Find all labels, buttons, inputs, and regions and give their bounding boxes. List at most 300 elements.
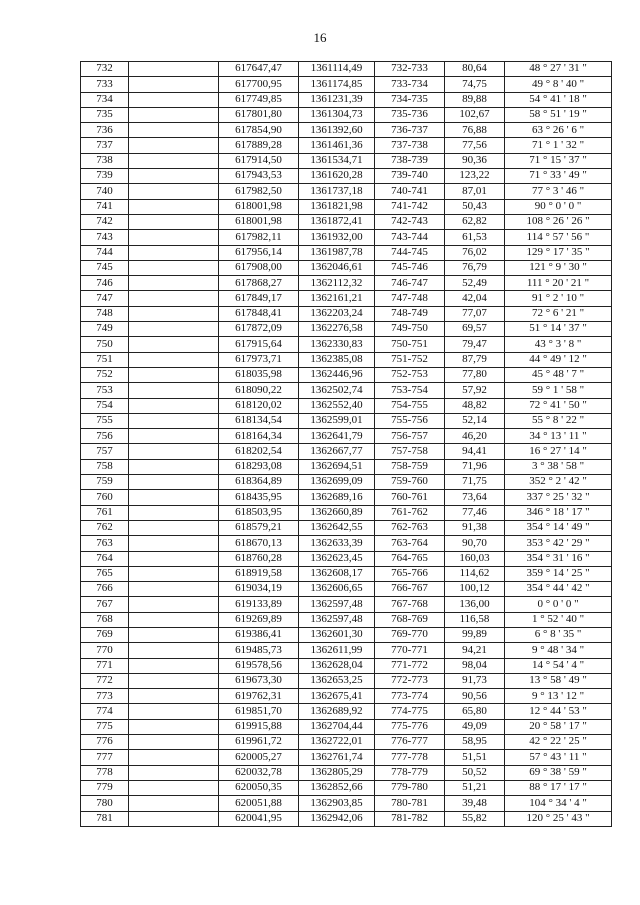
segment-cell: 763-764: [375, 536, 445, 551]
y-coordinate-cell: 1361821,98: [299, 199, 375, 214]
bearing-cell: 120 ° 25 ' 43 ": [505, 811, 612, 826]
table-row: [81, 582, 612, 597]
point-number-cell: 769: [81, 627, 129, 642]
blank-cell: [129, 612, 219, 627]
bearing-cell: 108 ° 26 ' 26 ": [505, 214, 612, 229]
table-row: [81, 429, 612, 444]
table-row: [81, 77, 612, 92]
point-number-cell: 735: [81, 107, 129, 122]
length-cell: 62,82: [445, 214, 505, 229]
segment-cell: 744-745: [375, 245, 445, 260]
point-number-cell: 773: [81, 689, 129, 704]
table-row: [81, 750, 612, 765]
y-coordinate-cell: 1362805,29: [299, 765, 375, 780]
point-number-cell: 733: [81, 77, 129, 92]
blank-cell: [129, 459, 219, 474]
x-coordinate-cell: 618001,98: [219, 214, 299, 229]
length-cell: 87,79: [445, 352, 505, 367]
blank-cell: [129, 352, 219, 367]
x-coordinate-cell: 620050,35: [219, 780, 299, 795]
y-coordinate-cell: 1362046,61: [299, 260, 375, 275]
bearing-cell: 57 ° 43 ' 11 ": [505, 750, 612, 765]
y-coordinate-cell: 1362608,17: [299, 566, 375, 581]
x-coordinate-cell: 617915,64: [219, 337, 299, 352]
length-cell: 39,48: [445, 796, 505, 811]
segment-cell: 747-748: [375, 291, 445, 306]
point-number-cell: 736: [81, 123, 129, 138]
table-row: [81, 719, 612, 734]
x-coordinate-cell: 618293,08: [219, 459, 299, 474]
length-cell: 90,56: [445, 689, 505, 704]
x-coordinate-cell: 618503,95: [219, 505, 299, 520]
length-cell: 94,41: [445, 444, 505, 459]
x-coordinate-cell: 619961,72: [219, 735, 299, 750]
coordinates-table-body: [81, 62, 612, 827]
x-coordinate-cell: 617848,41: [219, 306, 299, 321]
segment-cell: 762-763: [375, 520, 445, 535]
length-cell: 61,53: [445, 230, 505, 245]
point-number-cell: 751: [81, 352, 129, 367]
x-coordinate-cell: 617914,50: [219, 153, 299, 168]
blank-cell: [129, 322, 219, 337]
x-coordinate-cell: 620051,88: [219, 796, 299, 811]
y-coordinate-cell: 1362112,32: [299, 276, 375, 291]
point-number-cell: 758: [81, 459, 129, 474]
y-coordinate-cell: 1361932,00: [299, 230, 375, 245]
blank-cell: [129, 429, 219, 444]
point-number-cell: 739: [81, 169, 129, 184]
table-row: [81, 214, 612, 229]
y-coordinate-cell: 1362660,89: [299, 505, 375, 520]
blank-cell: [129, 367, 219, 382]
x-coordinate-cell: 618760,28: [219, 551, 299, 566]
table-row: [81, 704, 612, 719]
length-cell: 79,47: [445, 337, 505, 352]
blank-cell: [129, 260, 219, 275]
length-cell: 80,64: [445, 62, 505, 77]
x-coordinate-cell: 619762,31: [219, 689, 299, 704]
table-row: [81, 92, 612, 107]
x-coordinate-cell: 619673,30: [219, 673, 299, 688]
x-coordinate-cell: 617849,17: [219, 291, 299, 306]
x-coordinate-cell: 618090,22: [219, 383, 299, 398]
length-cell: 77,46: [445, 505, 505, 520]
blank-cell: [129, 735, 219, 750]
x-coordinate-cell: 617956,14: [219, 245, 299, 260]
blank-cell: [129, 658, 219, 673]
point-number-cell: 762: [81, 520, 129, 535]
bearing-cell: 12 ° 44 ' 53 ": [505, 704, 612, 719]
blank-cell: [129, 673, 219, 688]
table-row: [81, 612, 612, 627]
y-coordinate-cell: 1361114,49: [299, 62, 375, 77]
point-number-cell: 766: [81, 582, 129, 597]
blank-cell: [129, 153, 219, 168]
blank-cell: [129, 169, 219, 184]
point-number-cell: 780: [81, 796, 129, 811]
segment-cell: 743-744: [375, 230, 445, 245]
segment-cell: 738-739: [375, 153, 445, 168]
bearing-cell: 1 ° 52 ' 40 ": [505, 612, 612, 627]
segment-cell: 750-751: [375, 337, 445, 352]
blank-cell: [129, 92, 219, 107]
segment-cell: 755-756: [375, 413, 445, 428]
table-row: [81, 245, 612, 260]
point-number-cell: 749: [81, 322, 129, 337]
bearing-cell: 69 ° 38 ' 59 ": [505, 765, 612, 780]
blank-cell: [129, 413, 219, 428]
length-cell: 46,20: [445, 429, 505, 444]
segment-cell: 754-755: [375, 398, 445, 413]
point-number-cell: 772: [81, 673, 129, 688]
segment-cell: 736-737: [375, 123, 445, 138]
x-coordinate-cell: 618120,02: [219, 398, 299, 413]
point-number-cell: 742: [81, 214, 129, 229]
table-row: [81, 199, 612, 214]
y-coordinate-cell: 1362699,09: [299, 475, 375, 490]
y-coordinate-cell: 1362203,24: [299, 306, 375, 321]
table-row: [81, 627, 612, 642]
point-number-cell: 756: [81, 429, 129, 444]
length-cell: 71,75: [445, 475, 505, 490]
point-number-cell: 757: [81, 444, 129, 459]
x-coordinate-cell: 617982,11: [219, 230, 299, 245]
point-number-cell: 741: [81, 199, 129, 214]
segment-cell: 757-758: [375, 444, 445, 459]
y-coordinate-cell: 1362675,41: [299, 689, 375, 704]
bearing-cell: 13 ° 58 ' 49 ": [505, 673, 612, 688]
bearing-cell: 346 ° 18 ' 17 ": [505, 505, 612, 520]
blank-cell: [129, 566, 219, 581]
blank-cell: [129, 138, 219, 153]
segment-cell: 746-747: [375, 276, 445, 291]
length-cell: 90,36: [445, 153, 505, 168]
segment-cell: 737-738: [375, 138, 445, 153]
table-row: [81, 566, 612, 581]
y-coordinate-cell: 1362502,74: [299, 383, 375, 398]
x-coordinate-cell: 617749,85: [219, 92, 299, 107]
table-row: [81, 153, 612, 168]
length-cell: 50,43: [445, 199, 505, 214]
point-number-cell: 755: [81, 413, 129, 428]
x-coordinate-cell: 619485,73: [219, 643, 299, 658]
table-row: [81, 811, 612, 826]
table-row: [81, 169, 612, 184]
x-coordinate-cell: 617973,71: [219, 352, 299, 367]
point-number-cell: 737: [81, 138, 129, 153]
y-coordinate-cell: 1362653,25: [299, 673, 375, 688]
bearing-cell: 9 ° 13 ' 12 ": [505, 689, 612, 704]
y-coordinate-cell: 1362552,40: [299, 398, 375, 413]
bearing-cell: 58 ° 51 ' 19 ": [505, 107, 612, 122]
table-row: [81, 123, 612, 138]
segment-cell: 761-762: [375, 505, 445, 520]
table-row: [81, 337, 612, 352]
bearing-cell: 71 ° 33 ' 49 ": [505, 169, 612, 184]
blank-cell: [129, 107, 219, 122]
point-number-cell: 768: [81, 612, 129, 627]
x-coordinate-cell: 618164,34: [219, 429, 299, 444]
y-coordinate-cell: 1361987,78: [299, 245, 375, 260]
bearing-cell: 77 ° 3 ' 46 ": [505, 184, 612, 199]
x-coordinate-cell: 618435,95: [219, 490, 299, 505]
length-cell: 57,92: [445, 383, 505, 398]
length-cell: 77,56: [445, 138, 505, 153]
segment-cell: 773-774: [375, 689, 445, 704]
x-coordinate-cell: 617854,90: [219, 123, 299, 138]
point-number-cell: 778: [81, 765, 129, 780]
table-row: [81, 735, 612, 750]
blank-cell: [129, 383, 219, 398]
y-coordinate-cell: 1362722,01: [299, 735, 375, 750]
x-coordinate-cell: 619133,89: [219, 597, 299, 612]
blank-cell: [129, 475, 219, 490]
y-coordinate-cell: 1362667,77: [299, 444, 375, 459]
length-cell: 100,12: [445, 582, 505, 597]
table-row: [81, 643, 612, 658]
x-coordinate-cell: 617908,00: [219, 260, 299, 275]
point-number-cell: 740: [81, 184, 129, 199]
table-row: [81, 475, 612, 490]
segment-cell: 752-753: [375, 367, 445, 382]
x-coordinate-cell: 617889,28: [219, 138, 299, 153]
segment-cell: 742-743: [375, 214, 445, 229]
bearing-cell: 59 ° 1 ' 58 ": [505, 383, 612, 398]
x-coordinate-cell: 619269,89: [219, 612, 299, 627]
length-cell: 99,89: [445, 627, 505, 642]
length-cell: 77,07: [445, 306, 505, 321]
bearing-cell: 114 ° 57 ' 56 ": [505, 230, 612, 245]
x-coordinate-cell: 620032,78: [219, 765, 299, 780]
blank-cell: [129, 184, 219, 199]
bearing-cell: 9 ° 48 ' 34 ": [505, 643, 612, 658]
length-cell: 76,88: [445, 123, 505, 138]
segment-cell: 771-772: [375, 658, 445, 673]
bearing-cell: 63 ° 26 ' 6 ": [505, 123, 612, 138]
table-row: [81, 62, 612, 77]
x-coordinate-cell: 619034,19: [219, 582, 299, 597]
point-number-cell: 779: [81, 780, 129, 795]
length-cell: 51,21: [445, 780, 505, 795]
blank-cell: [129, 398, 219, 413]
y-coordinate-cell: 1362597,48: [299, 597, 375, 612]
length-cell: 160,03: [445, 551, 505, 566]
segment-cell: 759-760: [375, 475, 445, 490]
bearing-cell: 43 ° 3 ' 8 ": [505, 337, 612, 352]
table-row: [81, 107, 612, 122]
point-number-cell: 777: [81, 750, 129, 765]
segment-cell: 739-740: [375, 169, 445, 184]
bearing-cell: 352 ° 2 ' 42 ": [505, 475, 612, 490]
y-coordinate-cell: 1361737,18: [299, 184, 375, 199]
length-cell: 98,04: [445, 658, 505, 673]
length-cell: 52,14: [445, 413, 505, 428]
table-row: [81, 398, 612, 413]
segment-cell: 740-741: [375, 184, 445, 199]
x-coordinate-cell: 618202,54: [219, 444, 299, 459]
point-number-cell: 765: [81, 566, 129, 581]
blank-cell: [129, 704, 219, 719]
bearing-cell: 55 ° 8 ' 22 ": [505, 413, 612, 428]
table-row: [81, 689, 612, 704]
blank-cell: [129, 444, 219, 459]
bearing-cell: 91 ° 2 ' 10 ": [505, 291, 612, 306]
bearing-cell: 129 ° 17 ' 35 ": [505, 245, 612, 260]
blank-cell: [129, 582, 219, 597]
segment-cell: 741-742: [375, 199, 445, 214]
y-coordinate-cell: 1361872,41: [299, 214, 375, 229]
blank-cell: [129, 520, 219, 535]
y-coordinate-cell: 1362689,16: [299, 490, 375, 505]
bearing-cell: 20 ° 58 ' 17 ": [505, 719, 612, 734]
bearing-cell: 3 ° 38 ' 58 ": [505, 459, 612, 474]
blank-cell: [129, 796, 219, 811]
bearing-cell: 88 ° 17 ' 17 ": [505, 780, 612, 795]
blank-cell: [129, 77, 219, 92]
table-row: [81, 138, 612, 153]
y-coordinate-cell: 1361461,36: [299, 138, 375, 153]
y-coordinate-cell: 1362446,96: [299, 367, 375, 382]
blank-cell: [129, 214, 219, 229]
segment-cell: 775-776: [375, 719, 445, 734]
bearing-cell: 42 ° 22 ' 25 ": [505, 735, 612, 750]
point-number-cell: 738: [81, 153, 129, 168]
y-coordinate-cell: 1362704,44: [299, 719, 375, 734]
point-number-cell: 753: [81, 383, 129, 398]
segment-cell: 766-767: [375, 582, 445, 597]
segment-cell: 758-759: [375, 459, 445, 474]
x-coordinate-cell: 620005,27: [219, 750, 299, 765]
bearing-cell: 45 ° 48 ' 7 ": [505, 367, 612, 382]
length-cell: 91,73: [445, 673, 505, 688]
point-number-cell: 754: [81, 398, 129, 413]
coordinates-table: [80, 61, 612, 827]
segment-cell: 772-773: [375, 673, 445, 688]
point-number-cell: 767: [81, 597, 129, 612]
segment-cell: 745-746: [375, 260, 445, 275]
length-cell: 71,96: [445, 459, 505, 474]
length-cell: 49,09: [445, 719, 505, 734]
bearing-cell: 72 ° 6 ' 21 ": [505, 306, 612, 321]
length-cell: 87,01: [445, 184, 505, 199]
point-number-cell: 746: [81, 276, 129, 291]
table-row: [81, 780, 612, 795]
length-cell: 58,95: [445, 735, 505, 750]
blank-cell: [129, 245, 219, 260]
segment-cell: 748-749: [375, 306, 445, 321]
point-number-cell: 747: [81, 291, 129, 306]
table-row: [81, 230, 612, 245]
blank-cell: [129, 490, 219, 505]
y-coordinate-cell: 1362606,65: [299, 582, 375, 597]
y-coordinate-cell: 1362642,55: [299, 520, 375, 535]
point-number-cell: 732: [81, 62, 129, 77]
bearing-cell: 354 ° 44 ' 42 ": [505, 582, 612, 597]
table-row: [81, 536, 612, 551]
bearing-cell: 104 ° 34 ' 4 ": [505, 796, 612, 811]
blank-cell: [129, 199, 219, 214]
bearing-cell: 14 ° 54 ' 4 ": [505, 658, 612, 673]
y-coordinate-cell: 1362385,08: [299, 352, 375, 367]
point-number-cell: 774: [81, 704, 129, 719]
y-coordinate-cell: 1362611,99: [299, 643, 375, 658]
y-coordinate-cell: 1362601,30: [299, 627, 375, 642]
x-coordinate-cell: 618035,98: [219, 367, 299, 382]
y-coordinate-cell: 1362623,45: [299, 551, 375, 566]
point-number-cell: 761: [81, 505, 129, 520]
segment-cell: 776-777: [375, 735, 445, 750]
y-coordinate-cell: 1362694,51: [299, 459, 375, 474]
x-coordinate-cell: 620041,95: [219, 811, 299, 826]
y-coordinate-cell: 1361620,28: [299, 169, 375, 184]
bearing-cell: 0 ° 0 ' 0 ": [505, 597, 612, 612]
bearing-cell: 111 ° 20 ' 21 ": [505, 276, 612, 291]
blank-cell: [129, 337, 219, 352]
y-coordinate-cell: 1362330,83: [299, 337, 375, 352]
table-row: [81, 276, 612, 291]
table-row: [81, 490, 612, 505]
table-row: [81, 306, 612, 321]
length-cell: 74,75: [445, 77, 505, 92]
bearing-cell: 44 ° 49 ' 12 ": [505, 352, 612, 367]
table-row: [81, 352, 612, 367]
bearing-cell: 51 ° 14 ' 37 ": [505, 322, 612, 337]
table-row: [81, 673, 612, 688]
segment-cell: 781-782: [375, 811, 445, 826]
bearing-cell: 71 ° 1 ' 32 ": [505, 138, 612, 153]
point-number-cell: 771: [81, 658, 129, 673]
segment-cell: 774-775: [375, 704, 445, 719]
segment-cell: 780-781: [375, 796, 445, 811]
x-coordinate-cell: 619915,88: [219, 719, 299, 734]
x-coordinate-cell: 617647,47: [219, 62, 299, 77]
point-number-cell: 744: [81, 245, 129, 260]
table-row: [81, 658, 612, 673]
x-coordinate-cell: 617868,27: [219, 276, 299, 291]
x-coordinate-cell: 618919,58: [219, 566, 299, 581]
segment-cell: 764-765: [375, 551, 445, 566]
blank-cell: [129, 505, 219, 520]
segment-cell: 751-752: [375, 352, 445, 367]
length-cell: 114,62: [445, 566, 505, 581]
point-number-cell: 745: [81, 260, 129, 275]
segment-cell: 777-778: [375, 750, 445, 765]
table-row: [81, 184, 612, 199]
bearing-cell: 90 ° 0 ' 0 ": [505, 199, 612, 214]
blank-cell: [129, 230, 219, 245]
length-cell: 89,88: [445, 92, 505, 107]
length-cell: 77,80: [445, 367, 505, 382]
segment-cell: 735-736: [375, 107, 445, 122]
length-cell: 42,04: [445, 291, 505, 306]
length-cell: 55,82: [445, 811, 505, 826]
bearing-cell: 359 ° 14 ' 25 ": [505, 566, 612, 581]
segment-cell: 769-770: [375, 627, 445, 642]
blank-cell: [129, 765, 219, 780]
y-coordinate-cell: 1362276,58: [299, 322, 375, 337]
point-number-cell: 759: [81, 475, 129, 490]
bearing-cell: 16 ° 27 ' 14 ": [505, 444, 612, 459]
y-coordinate-cell: 1361392,60: [299, 123, 375, 138]
y-coordinate-cell: 1362903,85: [299, 796, 375, 811]
table-row: [81, 505, 612, 520]
blank-cell: [129, 597, 219, 612]
table-row: [81, 291, 612, 306]
table-row: [81, 597, 612, 612]
blank-cell: [129, 719, 219, 734]
bearing-cell: 337 ° 25 ' 32 ": [505, 490, 612, 505]
table-row: [81, 413, 612, 428]
